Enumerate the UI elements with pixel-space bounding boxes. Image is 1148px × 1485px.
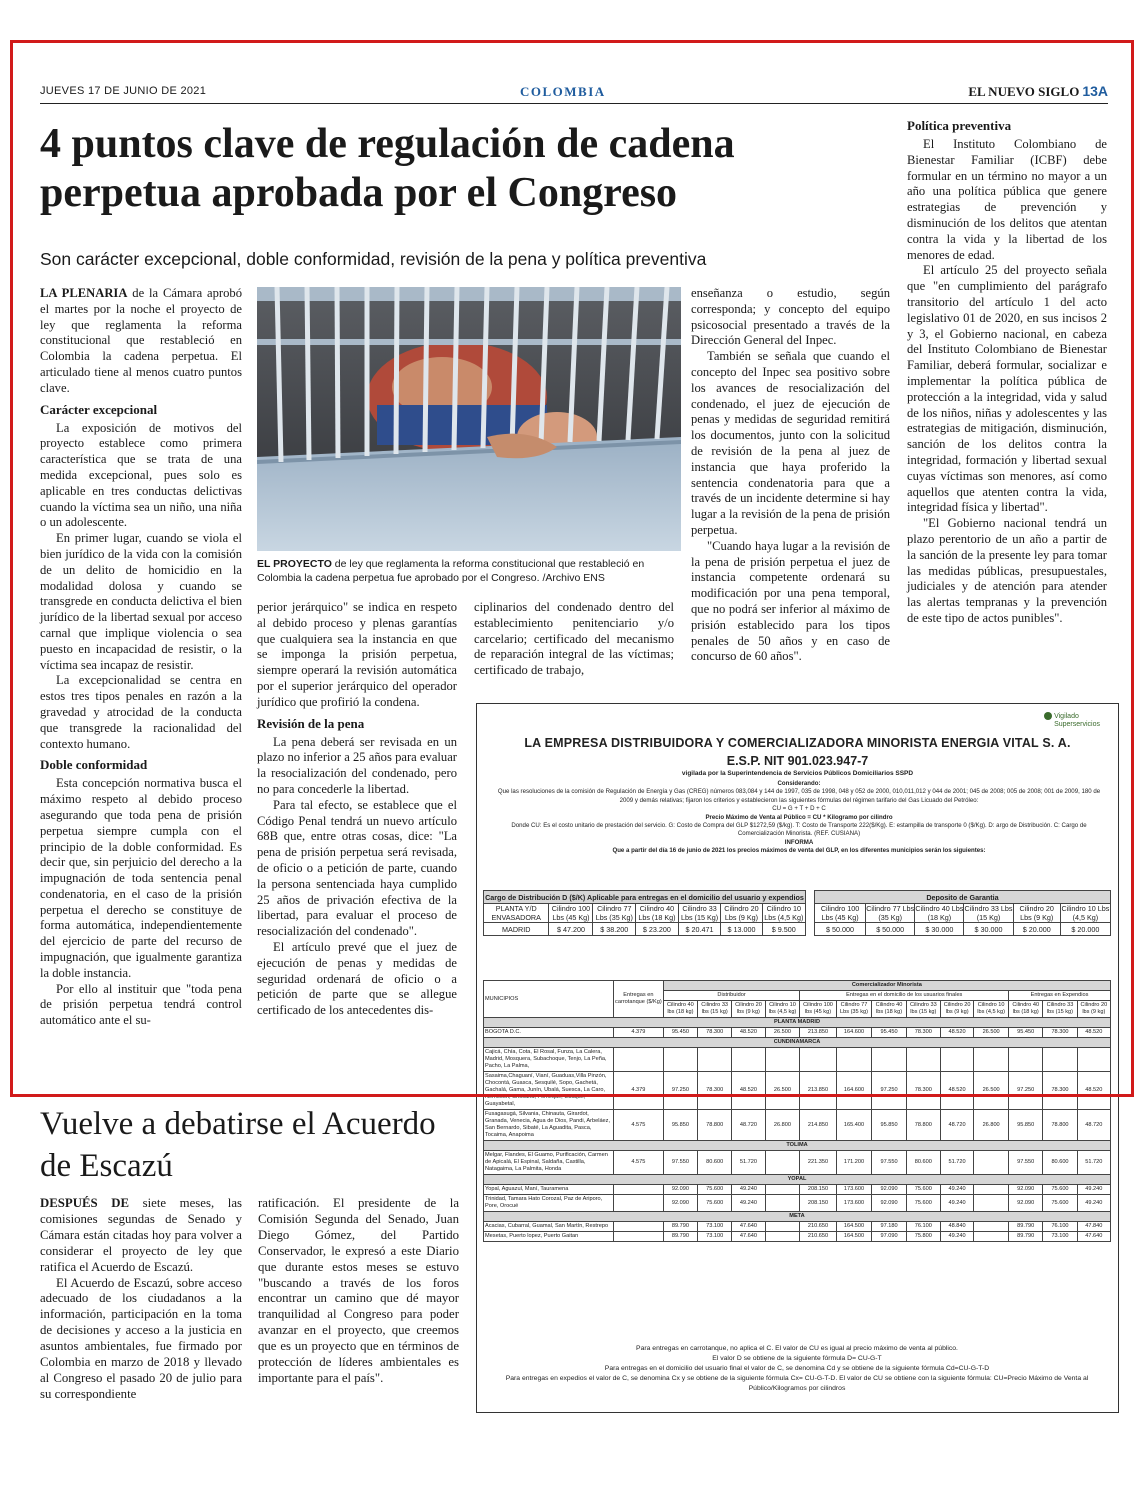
price-cell: 164.600 (836, 1072, 872, 1110)
price-cell: 75.600 (698, 1185, 732, 1195)
gas-price-notice (476, 703, 1119, 1413)
price-cell: 92.090 (1009, 1195, 1043, 1212)
considerando-text: Que las resoluciones de la comisión de Regulación de Energía y Gas (CREG) números 083,084 y 144 de 1997, 035 de 1998, 048 y 052 de 2000, 010,011,012 y 044 de 2001; 045 de 2008; 005 de 2008; 001 de 2009, 180 de 2009 y demás relativas; fijaron los criterios y establecieron las siguientes fórmulas del régimen tarifario del Gas Licuado del Petróleo: (497, 788, 1101, 804)
price-cell: 47.640 (1077, 1232, 1110, 1242)
price-cell: 26.800 (974, 1110, 1009, 1141)
price-cell (872, 1048, 906, 1072)
column-header: Entregas en carrotanque ($/Kg) (614, 981, 664, 1018)
table-title: Deposito de Garantia (815, 891, 1111, 904)
region-row (484, 1141, 1111, 1151)
price-cell (836, 1048, 872, 1072)
column-group-header: Entregas en Expendios (1009, 991, 1111, 1001)
price-cell (974, 1048, 1009, 1072)
price-cell (614, 1222, 664, 1232)
price-cell: 48.720 (940, 1110, 973, 1141)
region-label: CUNDINAMARCA (484, 1038, 1111, 1048)
subheading-doble: Doble conformidad (40, 757, 148, 773)
price-cell: 51.720 (1077, 1151, 1110, 1175)
price-cell: 97.180 (872, 1222, 906, 1232)
column-header: Cilindro 20 Lbs (9 Kg) (721, 904, 762, 923)
price-cell: 47.640 (732, 1222, 765, 1232)
lead-paragraph (40, 286, 242, 397)
price-cell: 171.200 (836, 1151, 872, 1175)
paragraph: La excepcionalidad se centra en estos tres tipos penales en razón a la gravedad y atrocidad de la conducta que transgrede la racionalidad del contexto humano. (40, 673, 242, 751)
notice-title: LA EMPRESA DISTRIBUIDORA Y COMERCIALIZADORA MINORISTA ENERGIA VITAL S. A. (524, 736, 1071, 750)
paragraph: perior jerárquico" se indica en respeto al debido proceso y plenas garantías que cualquiera sea la instancia en que se imponga la prisión perpetua, siempre operará la revisión automática por el superior jerárquico del operador jurídico que profirió la condena. (257, 600, 457, 709)
region-row (484, 1175, 1111, 1185)
price-cell: 97.550 (663, 1151, 697, 1175)
price-cell: 78.300 (906, 1028, 940, 1038)
price-cell: 47.640 (732, 1232, 765, 1242)
price-cell: 95.450 (872, 1028, 906, 1038)
article-column-3 (474, 600, 674, 679)
table-row (484, 923, 806, 936)
donde-text: Donde CU: Es el costo unitario de prestación del servicio. G: Costo de Compra del GLP $1272,59 ($/kg). T: Costo de Transporte 222($/Kg). E: estampilla de transporte 0 ($/Kg). D: argo de Distribución. C: Cargo de Comercialización Minorista. (REF. CUSIANA) (511, 822, 1087, 838)
column-header: Cilindro 100 lbs (45 kg) (800, 1001, 836, 1018)
paragraph: El Acuerdo de Escazú, sobre acceso adecuado de los ciudadanos a la información, participación en la toma de decisiones y acceso a la justicia en asuntos ambientales, fue firmado por Colombia en marzo de 2018 y llevado al Congreso el pasado 20 de julio para su correspondiente (40, 1275, 242, 1401)
table-cell: $ 23.200 (636, 923, 679, 936)
price-cell: 4.379 (614, 1072, 664, 1110)
logo-line-1: Vigilado (1054, 712, 1079, 720)
municipal-prices-table (483, 980, 1111, 1242)
column-header: Cilindro 10 lbs (4,5 kg) (974, 1001, 1009, 1018)
table-row (484, 1028, 1111, 1038)
photo-caption (257, 557, 687, 585)
price-cell: 26.500 (765, 1028, 800, 1038)
column-header: Cilindro 20 lbs (9 kg) (732, 1001, 765, 1018)
precio-heading: Precio Máximo de Venta al Público = CU * Kilogramo por cilindro (705, 813, 893, 821)
price-cell: 4.575 (614, 1110, 664, 1141)
column-group-header: Entregas en el domicilio de los usuarios finales (800, 991, 1009, 1001)
price-cell: 210.650 (800, 1222, 836, 1232)
lead-strong: LA PLENARIA (40, 286, 128, 300)
municipality-cell: Cajicá, Chía, Cota, El Rosal, Funza, La Calera, Madrid, Mosquera, Subachoque, Tenjo, La Peña, Pacho, La Palma, (484, 1048, 614, 1072)
municipality-cell: Fusagasugá, Silvania, Chinauta, Girardot, Granada, Venecia, Agua de Dios, Pandi, Arbeláez, San Bernardo, Sibaté, La Aguadita, Pasca, Tocaima, Anapoima (484, 1110, 614, 1141)
article-column-4 (691, 286, 890, 665)
paragraph: También se señala que cuando el concepto del Inpec sea positivo sobre los avances de resocialización del condenado, el juez de ejecución de penas y medidas de seguridad remitirá los documentos, junto con la solicitud de revisión de la pena al juez de instancia que haya proferido la sentencia condenatoria para que a través de un incidente determine si hay lugar a la revisión de la pena de prisión perpetua. (691, 349, 890, 537)
column-header: Cilindro 20 lbs (9 kg) (1077, 1001, 1110, 1018)
price-cell: 49.240 (1077, 1195, 1110, 1212)
table-cell: $ 20.000 (1013, 923, 1060, 936)
prison-bars-image (257, 287, 681, 551)
price-cell: 4.575 (614, 1151, 664, 1175)
table-title: Cargo de Distribución D ($/K) Aplicable para entregas en el domicilio del usuario y expendios (485, 892, 804, 902)
price-cell: 173.600 (836, 1185, 872, 1195)
price-cell: 164.600 (836, 1028, 872, 1038)
price-cell: 51.720 (732, 1151, 765, 1175)
price-cell (974, 1151, 1009, 1175)
price-cell: 164.500 (836, 1222, 872, 1232)
table-header-row (484, 981, 1111, 991)
price-cell (974, 1195, 1009, 1212)
paragraph: En primer lugar, cuando se viola el bien jurídico de la vida con la comisión de un delito de homicidio en la modalidad dolosa y cuando se transgrede en conducta delictiva el bien jurídico de la libertad sexual por acceso carnal que implique violencia o sea puesto en incapacidad de resistir, o la víctima sea incapaz de resistir. (40, 531, 242, 672)
price-cell: 51.720 (940, 1151, 973, 1175)
price-cell: 49.240 (940, 1232, 973, 1242)
column-header: Cilindro 10 lbs (4,5 kg) (765, 1001, 800, 1018)
table-cell: $ 13.000 (721, 923, 762, 936)
notice-notes (483, 1344, 1111, 1394)
municipality-cell: Trinidad, Tamara Hato Corozal, Paz de Ariporo, Pore, Orocué (484, 1195, 614, 1212)
price-cell: 48.720 (1077, 1110, 1110, 1141)
article2-headline: Vuelve a debatirse el Acuerdo de Escazú (40, 1106, 436, 1184)
price-cell (1043, 1048, 1077, 1072)
price-cell (1009, 1048, 1043, 1072)
price-cell: 49.240 (940, 1185, 973, 1195)
price-cell: 47.840 (1077, 1222, 1110, 1232)
deposit-table (814, 890, 1111, 936)
price-cell: 97.250 (1009, 1072, 1043, 1110)
table-title-row (815, 891, 1111, 904)
table-row (484, 1048, 1111, 1072)
formula-cu: CU = G + T + D + C (772, 805, 826, 813)
price-cell (663, 1048, 697, 1072)
newspaper-name (968, 83, 1108, 100)
region-label: PLANTA MADRID (484, 1018, 1111, 1028)
price-cell: 48.720 (732, 1110, 765, 1141)
price-cell: 75.600 (698, 1195, 732, 1212)
price-cell: 221.350 (800, 1151, 836, 1175)
subheading-politica: Política preventiva (907, 118, 1012, 133)
section-name: COLOMBIA (520, 84, 606, 99)
region-label: YOPAL (484, 1175, 1111, 1185)
price-cell: 75.600 (1043, 1185, 1077, 1195)
newspaper-title: EL NUEVO SIGLO (968, 84, 1080, 99)
price-cell: 92.090 (872, 1185, 906, 1195)
price-cell: 49.240 (732, 1185, 765, 1195)
paragraph: Esta concepción normativa busca el máximo respeto al debido proceso asegurando que toda pena de prisión perpetua siempre cumpla con el principio de la doble conformidad. Es decir que, sin perjuicio del derecho a la impugnación de toda sentencia penal condenatoria, en el caso de la prisión perpetua el derecho se constituye de forma automática, independientemente del ejercicio de parte del recurso de impugnación, que igualmente garantiza la doble instancia. (40, 776, 242, 980)
notice-vigilada: vigilada por la Superintendencia de Servicios Públicos Domiciliarios SSPD (681, 770, 914, 777)
price-cell: 76.100 (906, 1222, 940, 1232)
price-cell (698, 1048, 732, 1072)
table-cell: $ 20.000 (1060, 923, 1110, 936)
vigilado-icon (1044, 712, 1052, 720)
price-cell: 92.090 (663, 1195, 697, 1212)
column-header: Cilindro 10 Lbs (4,5 Kg) (1061, 904, 1110, 922)
table-header-row (815, 904, 1111, 923)
lead-strong: DESPUÉS DE (40, 1196, 129, 1210)
table-row (484, 1072, 1111, 1110)
paragraph: enseñanza o estudio, según corresponda; y concepto del equipo psicosocial presentado a través de la Dirección General del Inpec. (691, 286, 890, 348)
price-cell: 89.790 (1009, 1222, 1043, 1232)
column-header: Cilindro 20 lbs (9 kg) (940, 1001, 973, 1018)
column-header: MUNICIPIOS (484, 981, 614, 1018)
municipality-cell: Melgar, Flandes, El Guamo, Purificación, Carmen de Apicalá, El Espinal, Saldaña, Castilla, Natagaima, La Palmita, Honda (484, 1151, 614, 1175)
municipality-cell: Acacias, Cubarral, Guamal, San Martín, Restrepo (484, 1222, 614, 1232)
table-row (484, 1232, 1111, 1242)
table-title-row (484, 891, 806, 904)
paragraph: "Cuando haya lugar a la revisión de la pena de prisión perpetua el juez de instancia competente ordenará su modificación por una pena temporal, que no podrá ser inferior al máximo de prisión establecido para los tipos penales de 50 años y en caso de concurso de 60 años". (691, 538, 890, 664)
price-cell: 208.150 (800, 1195, 836, 1212)
paragraph: El artículo 25 del proyecto señala que "en cumplimiento del parágrafo transitorio del artículo 1 del acto legislativo 01 de 2020, en sus incisos 2 y 3, el Gobierno nacional, en cabeza del Instituto Colombiano de Bienestar Familiar, deberá formular, socializar e implementar la política pública de protección a la integridad, vida y salud de los niños, niñas y adolescentes y las estrategias de mitigación, disminución, sanción de los delitos contra la integridad, formación y libertad sexual cuyas víctimas son menores, así como aquellos que atenten contra la vida, integridad física y libertad". (907, 263, 1107, 515)
price-cell (940, 1048, 973, 1072)
price-cell: 76.100 (1043, 1222, 1077, 1232)
price-cell: 89.790 (663, 1232, 697, 1242)
price-cell: 48.840 (940, 1222, 973, 1232)
table-row (484, 1222, 1111, 1232)
table-header-row (484, 904, 806, 923)
price-cell (765, 1048, 800, 1072)
price-cell: 92.090 (872, 1195, 906, 1212)
article-headline: 4 puntos clave de regulación de cadena perpetua aprobada por el Congreso (40, 121, 735, 216)
municipality-cell: Sasaima,Chaguaní, Vianí, Guaduas,Villa Pinzón, Chocontá, Guasca, Sesquilé, Sopo, Gachetá, Gachalá, Gama, Junín, Ubalá, Suesca, La Caro, Nemocón, Chocahá, Fómeque, Ubaque, Guayabetal, (484, 1072, 614, 1110)
table-row (484, 1151, 1111, 1175)
subheading-revision: Revisión de la pena (257, 715, 365, 731)
price-cell: 210.650 (800, 1232, 836, 1242)
paragraph: La exposición de motivos del proyecto establece como primera característica que se trata de una medida excepcional, pues solo es aplicable en tres conductas delictivas cuando la víctima sea un niño, una niña o un adolescente. (40, 420, 242, 530)
municipality-cell: Mesetas, Puerto lopez, Puerto Gaitan (484, 1232, 614, 1242)
superservicios-logo (1044, 712, 1100, 729)
price-cell: 97.090 (872, 1232, 906, 1242)
price-cell: 73.100 (698, 1222, 732, 1232)
lead-paragraph (40, 1196, 242, 1276)
column-header: Cilindro 33 lbs (15 kg) (906, 1001, 940, 1018)
column-header: Cilindro 20 Lbs (9 Kg) (1013, 904, 1060, 923)
price-cell: 95.450 (663, 1028, 697, 1038)
price-cell: 75.600 (1043, 1195, 1077, 1212)
column-header: Cilindro 33 lbs (15 kg) (1043, 1001, 1077, 1018)
column-header: Cilindro 33 Lbs (15 Kg) (678, 904, 721, 923)
price-cell: 48.520 (732, 1028, 765, 1038)
prison-photo (257, 287, 681, 551)
table-row (815, 923, 1111, 936)
paragraph: ratificación. El presidente de la Comisión Segunda del Senado, Juan Diego Gómez, del Partido Conservador, le expresó a este Diario que durante estos meses se estuvo "buscando a través de los foros encontrar un camino que dé mayor tranquilidad al Congreso para poder avanzar en el proyecto, que creemos que es un proyecto que en términos de protección de líderes ambientales es importante para el país". (258, 1196, 459, 1385)
price-cell: 80.600 (906, 1151, 940, 1175)
paragraph: El Instituto Colombiano de Bienestar Familiar (ICBF) debe formular en un término no mayor a un año una política pública que genere estrategias de prevención y disminución de los delitos que atentan contra la vida y la libertad de los menores de edad. (907, 137, 1107, 262)
price-cell: 80.600 (698, 1151, 732, 1175)
column-header: Cilindro 77 Lbs (35 kg) (836, 1001, 872, 1018)
price-cell: 164.500 (836, 1232, 872, 1242)
price-cell: 95.450 (1009, 1028, 1043, 1038)
price-cell: 73.100 (698, 1232, 732, 1242)
price-cell (765, 1151, 800, 1175)
paragraph: La pena deberá ser revisada en un plazo no inferior a 25 años para evaluar la resocialización del condenado, pero no para concederle la libertad. (257, 734, 457, 796)
table-row (484, 1110, 1111, 1141)
paragraph: ciplinarios del condenado dentro del establecimiento penitenciario y/o carcelario; certificado del mecanismo de reparación integral de las víctimas; certificado de trabajo, (474, 600, 674, 678)
price-cell: 78.300 (698, 1028, 732, 1038)
article-column-1 (40, 286, 242, 1029)
table-row (484, 1195, 1111, 1212)
region-row (484, 1038, 1111, 1048)
table-row (484, 1185, 1111, 1195)
price-cell (614, 1195, 664, 1212)
region-row (484, 1212, 1111, 1222)
price-cell: 49.240 (1077, 1185, 1110, 1195)
table-cell: $ 50.000 (815, 923, 866, 936)
table-cell: $ 30.000 (964, 923, 1013, 936)
table-cell: $ 38.200 (593, 923, 636, 936)
price-cell: 78.300 (698, 1072, 732, 1110)
price-cell: 26.800 (765, 1110, 800, 1141)
article2-column-2 (258, 1196, 459, 1387)
price-cell: 80.600 (1043, 1151, 1077, 1175)
price-cell: 208.150 (800, 1185, 836, 1195)
price-cell: 95.850 (872, 1110, 906, 1141)
price-cell: 75.600 (906, 1195, 940, 1212)
note: El valor D se obtiene de la siguiente fórmula D= CU-G-T (712, 1355, 882, 1362)
column-header: Cilindro 100 Lbs (45 Kg) (815, 904, 866, 923)
page-header (40, 84, 1108, 104)
price-cell: 213.850 (800, 1072, 836, 1110)
note: Para entregas en expedios el valor de C, se denomina Cx y se obtiene de la siguiente fórmula Cx= CU-G-T-D. El valor de CU se obtiene con la siguiente fórmula: CU=Precio Máximo de Venta al Público/Kilogramos por cilindros (505, 1375, 1089, 1392)
price-cell: 49.240 (732, 1195, 765, 1212)
caption-text: de ley que reglamenta la reforma constitucional que restableció en Colombia la cadena perpetua fue aprobado por el Congreso. /Archivo ENS (257, 558, 645, 584)
region-label: TOLIMA (484, 1141, 1111, 1151)
price-cell: 4.379 (614, 1028, 664, 1038)
price-cell: 78.300 (1043, 1072, 1077, 1110)
paragraph: Por ello al instituir que "toda pena de prisión perpetua tendrá control automático ante el su- (40, 981, 242, 1028)
article-column-5 (907, 118, 1107, 627)
price-cell (765, 1185, 800, 1195)
price-cell: 78.800 (698, 1110, 732, 1141)
price-cell (765, 1222, 800, 1232)
column-header: Cilindro 100 Lbs (45 Kg) (549, 904, 593, 923)
column-header: Cilindro 40 lbs (18 kg) (872, 1001, 906, 1018)
note: Para entregas en el domicilio del usuario final el valor de C, se denomina Cd y se obtiene de la siguiente fórmula Cd=CU-G-T-D (604, 1365, 990, 1372)
price-cell: 89.790 (663, 1222, 697, 1232)
caption-strong: EL PROYECTO (257, 558, 332, 570)
price-cell: 78.800 (1043, 1110, 1077, 1141)
article-subhead: Son carácter excepcional, doble conformidad, revisión de la pena y política preventiva (40, 249, 707, 269)
price-cell (765, 1232, 800, 1242)
price-cell: 78.300 (1043, 1028, 1077, 1038)
price-cell: 95.850 (663, 1110, 697, 1141)
table-cell: $ 30.000 (915, 923, 964, 936)
table-cell: MADRID (484, 923, 549, 936)
price-cell (1077, 1048, 1110, 1072)
paragraph: El artículo prevé que el juez de ejecución de penas y medidas de seguridad ordenará de oficio o a petición de parte que se allegue certificado de los antecedentes dis- (257, 939, 457, 1018)
price-cell: 213.850 (800, 1028, 836, 1038)
informa-heading: INFORMA (784, 838, 814, 846)
region-label: META (484, 1212, 1111, 1222)
column-header: Cilindro 77 Lbs (35 Kg) (866, 904, 915, 922)
price-cell: 214.850 (800, 1110, 836, 1141)
column-header: Cilindro 40 lbs (18 kg) (663, 1001, 697, 1018)
municipality-cell: Yopal, Aguazul, Maní, Tauramena (484, 1185, 614, 1195)
considerando-heading: Considerando: (777, 780, 821, 787)
article2-column-1 (40, 1196, 242, 1403)
column-header: Cilindro 33 lbs (15 kg) (698, 1001, 732, 1018)
note: Para entregas en carrotanque, no aplica el C. El valor de CU es igual al precio máximo de venta al público. (636, 1345, 958, 1352)
notice-nit: E.S.P. NIT 901.023.947-7 (726, 754, 869, 768)
price-cell: 75.600 (906, 1185, 940, 1195)
price-cell (732, 1048, 765, 1072)
paragraph: "El Gobierno nacional tendrá un plazo perentorio de un año a partir de la sanción de la presente ley para tomar las medidas públicas, presupuestales, judiciales y de atención para atender las alertas tempranas y la prevención de este tipo de actos punibles". (907, 516, 1107, 625)
price-cell (765, 1195, 800, 1212)
subheading-caracter: Carácter excepcional (40, 401, 158, 417)
table-cell: $ 47.200 (549, 923, 593, 936)
table-cell: $ 20.471 (678, 923, 721, 936)
informa-text: Que a partir del día 16 de junio de 2021 los precios máximos de venta del GLP, en los diferentes municipios serán los siguientes: (612, 847, 986, 855)
price-cell: 89.790 (1009, 1232, 1043, 1242)
price-cell (974, 1232, 1009, 1242)
price-cell: 97.250 (872, 1072, 906, 1110)
issue-date: JUEVES 17 DE JUNIO DE 2021 (40, 85, 207, 97)
price-cell (614, 1048, 664, 1072)
column-header: Cilindro 40 Lbs (18 Kg) (915, 904, 964, 922)
price-cell: 48.520 (732, 1072, 765, 1110)
price-cell: 73.100 (1043, 1232, 1077, 1242)
price-cell: 75.800 (906, 1232, 940, 1242)
price-cell (800, 1048, 836, 1072)
price-cell (906, 1048, 940, 1072)
price-cell (614, 1232, 664, 1242)
price-cell: 48.520 (940, 1072, 973, 1110)
price-cell: 48.520 (1077, 1028, 1110, 1038)
price-cell: 26.500 (974, 1072, 1009, 1110)
page-number: 13A (1082, 83, 1108, 99)
price-cell: 97.550 (1009, 1151, 1043, 1175)
article-column-2 (257, 600, 457, 1019)
price-cell (614, 1185, 664, 1195)
column-header: Cilindro 33 Lbs (15 Kg) (964, 904, 1013, 922)
notice-legal (495, 780, 1103, 856)
price-cell: 173.600 (836, 1195, 872, 1212)
price-cell: 92.090 (663, 1185, 697, 1195)
price-cell: 48.520 (1077, 1072, 1110, 1110)
table-cell: $ 50.000 (866, 923, 915, 936)
price-cell: 49.240 (940, 1195, 973, 1212)
column-group-header: Comercializador Minorista (663, 981, 1110, 991)
price-cell: 165.400 (836, 1110, 872, 1141)
municipality-cell: BOGOTA D.C. (484, 1028, 614, 1038)
table-cell: $ 9.500 (762, 923, 805, 936)
column-header: Cilindro 77 Lbs (35 Kg) (593, 904, 636, 923)
price-cell: 48.520 (940, 1028, 973, 1038)
distribution-charge-table (483, 890, 806, 936)
column-header: PLANTA Y/D ENVASADORA (484, 904, 549, 923)
price-cell: 92.090 (1009, 1185, 1043, 1195)
lead-text: de la Cámara aprobó el martes por la noche el proyecto de ley que reglamenta la reforma constitucional que restableció en Colombia la cadena perpetua. El articulado tiene al menos cuatro puntos clave. (40, 286, 242, 395)
price-cell: 95.850 (1009, 1110, 1043, 1141)
column-header: Cilindro 40 Lbs (18 Kg) (636, 904, 679, 923)
column-group-header: Distribuidor (663, 991, 800, 1001)
price-cell: 78.300 (906, 1072, 940, 1110)
paragraph: Para tal efecto, se establece que el Código Penal tendrá un nuevo artículo 68B que, entre otras cosas, dice: "La pena de prisión perpetua será revisada, de oficio o a petición de parte, cuando la persona sentenciada haya cumplido 25 años de privación efectiva de la libertad, para evaluar el proceso de resocialización del condenado". (257, 797, 457, 939)
column-header: Cilindro 10 Lbs (4,5 Kg) (762, 904, 805, 923)
lead-text: siete meses, las comisiones segundas de Senado y Cámara están citadas hoy para volver a considerar el proyecto de ley que ratifica el Acuerdo de Escazú. (40, 1196, 242, 1274)
price-cell (974, 1222, 1009, 1232)
price-cell: 97.550 (872, 1151, 906, 1175)
price-cell: 97.250 (663, 1072, 697, 1110)
logo-line-2: Superservicios (1054, 720, 1100, 728)
price-cell (974, 1185, 1009, 1195)
price-cell: 78.800 (906, 1110, 940, 1141)
price-cell: 26.500 (765, 1072, 800, 1110)
region-row (484, 1018, 1111, 1028)
price-cell: 26.500 (974, 1028, 1009, 1038)
column-header: Cilindro 40 lbs (18 kg) (1009, 1001, 1043, 1018)
